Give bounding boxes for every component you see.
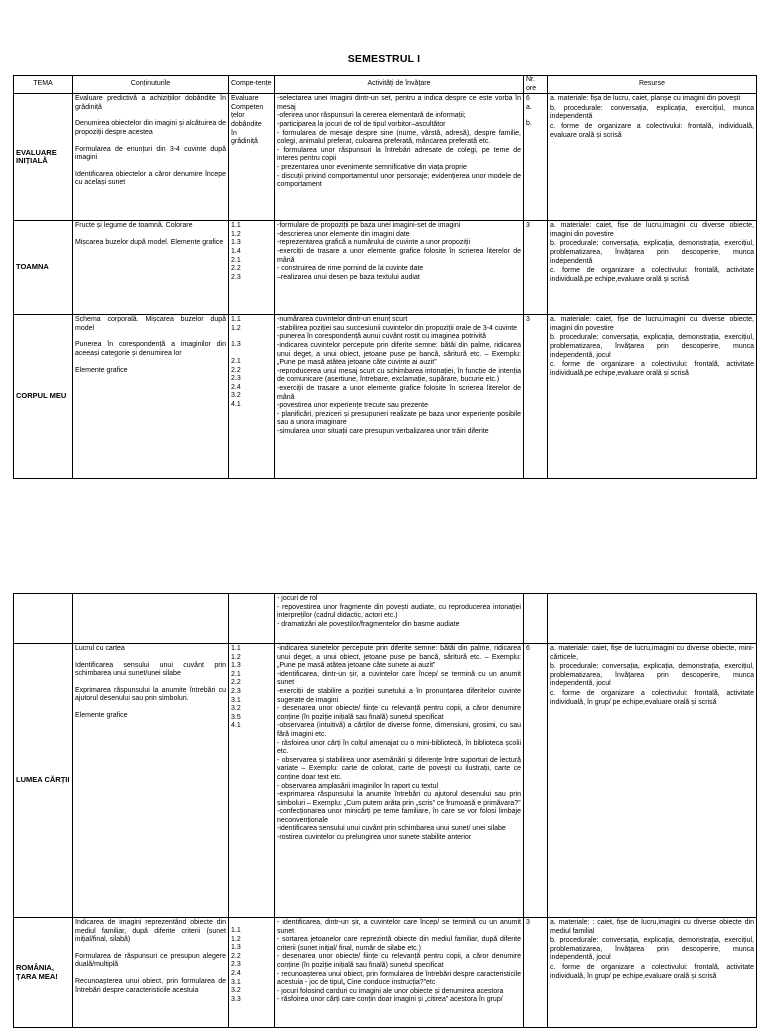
continut-line: Schema corporală. Mișcarea buzelor după model	[75, 316, 226, 332]
ore-line	[526, 112, 545, 120]
activitati-line: -reprezentarea grafică a numărului de cuvinte a unor propoziții	[277, 239, 470, 247]
resurse-cell	[548, 918, 757, 1028]
continut-line	[75, 654, 226, 662]
continut-line: Elemente grafice	[75, 366, 128, 374]
competente-line: 2.3	[231, 375, 241, 383]
competente-cell	[229, 644, 275, 918]
competente-line: țelor	[231, 112, 245, 120]
continut-line: Formularea de enunțuri din 3-4 cuvinte după imagini	[75, 145, 226, 162]
continut-line	[75, 679, 226, 687]
competente-line: 1.2	[231, 230, 241, 238]
activitati-line: - prezentarea unor evenimente semnificative din viața proprie	[277, 163, 467, 171]
resurse-line: b. procedurale: conversația, explicația, demonstrația, exercițiul, problematizarea, învățarea prin descoperire, munca independentă, jocul	[550, 663, 754, 688]
continut-line	[75, 333, 226, 341]
continut-line: Identificarea sensului unui cuvânt prin schimbarea unui sunet/unei silabe	[75, 661, 226, 678]
tema-cell	[14, 594, 73, 644]
activitati-line: -exerciții de trasare a unor elemente grafice folosite în scrierea literelor de mână	[277, 384, 521, 401]
header-tema: TEMA	[14, 76, 73, 94]
activitati-line: -identificarea sensului unui cuvânt prin schimbarea unui sunet/ unei silabe	[277, 825, 506, 833]
activitati-line: –realizarea unui desen pe baza textului audiat	[277, 273, 420, 281]
competente-line: 2.3	[231, 961, 241, 969]
activitati-cell	[275, 94, 524, 221]
competente-line: 3.2	[231, 705, 241, 713]
ore-cell	[524, 221, 548, 315]
activitati-line: -oferirea unor răspunsuri la cererea elementară de informații;	[277, 112, 466, 120]
resurse-line: c. forme de organizare a colectivului: frontală, activitate individuală, în grup/ pe echipe,evaluare orală și scrisă	[550, 689, 754, 706]
continut-line: Identificarea obiectelor a căror denumire începe cu același sunet	[75, 170, 226, 187]
competente-line: 1.3	[231, 239, 241, 247]
activitati-line: -exerciții de trasare a unor elemente grafice folosite în scrierea literelor de mână	[277, 247, 521, 264]
activitati-line: - observarea amplasării imaginilor în raport cu textul	[277, 782, 439, 790]
activitati-line: - observarea și stabilirea unor asemănări și diferențe între suporturi de lectură variate – Exemplu: carte de colorat, carte de povești cu ilustrații, carte ce conține doar text etc.	[277, 756, 521, 781]
table-row	[14, 918, 757, 1028]
competente-line: 2.2	[231, 952, 241, 960]
ore-cell	[524, 594, 548, 644]
continut-line	[75, 359, 226, 367]
tema-cell: ROMÂNIA, ȚARA MEA!	[14, 918, 73, 1028]
ore-cell	[524, 644, 548, 918]
table-row	[14, 315, 757, 479]
header-competente: Compe-tențe	[229, 76, 275, 94]
competente-line: 3.1	[231, 978, 241, 986]
resurse-line: a. materiale: caiet, fișe de lucru,imagini cu diverse obiecte, mini-cărticele,	[550, 645, 754, 661]
competente-line: 2.1	[231, 357, 241, 365]
ore-line: a.	[526, 103, 532, 111]
activitati-line: -observarea (intuitivă) a cărților de diverse forme, dimensiuni, grosimi, cu sau fără imagini etc.	[277, 722, 521, 738]
activitati-line: -numărarea cuvintelor dintr-un enunț scurt	[277, 316, 408, 324]
activitati-line: -simularea unor situații care presupun verbalizarea unor trăiri diferite	[277, 427, 489, 435]
resurse-line: b. procedurale: conversația, explicația, exercițiul, munca independentă	[550, 104, 754, 121]
ore-line: 6	[526, 95, 530, 103]
competente-line: 1.2	[231, 324, 241, 332]
ore-cell	[524, 918, 548, 1028]
competente-line: 2.3	[231, 687, 241, 695]
competente-line: 1.3	[231, 662, 241, 670]
activitati-line: -punerea în corespondență aunui cuvânt rostit cu imaginea potrivită	[277, 333, 486, 341]
activitati-line: - răsfoirea unor cărți în colțul amenajat cu o mini-bibliotecă, în biblioteca școlii etc.	[277, 739, 521, 756]
continut-line: Fructe și legume de toamnă. Colorare	[75, 222, 193, 230]
continut-line	[75, 970, 226, 978]
header-continuturi: Conținuturile	[73, 76, 229, 94]
header-activitati: Activități de învățare	[275, 76, 524, 94]
continut-line	[75, 704, 226, 712]
competente-cell	[229, 315, 275, 479]
continut-line: Formularea de răspunsuri ce presupun alegere duală/multiplă	[75, 952, 226, 969]
activitati-line: - sortarea jetoanelor care reprezintă obiecte din mediul familiar, după diferite criterii (sunet inițial/ final, număr de silabe etc.)	[277, 936, 521, 952]
activitati-line: -indicarea sunetelor percepute prin diferite semne: bătăi din palme, ridicarea unui deget, a unui obiect, jetoane puse pe bancă, săritură etc. – Exemplu: „Pune pe masă atâtea jetoane câte sunete ai auzit”	[277, 645, 521, 670]
competente-line: 1.4	[231, 247, 241, 255]
activitati-line: -formulare de propoziții pe baza unei imagini-set de imagini	[277, 222, 461, 230]
ore-line: 3	[526, 919, 530, 926]
activitati-cell	[275, 315, 524, 479]
resurse-line: a. materiale: : caiet, fișe de lucru,imagini cu diverse obiecte din mediul familial	[550, 919, 754, 935]
competente-line: grădiniță	[231, 138, 258, 146]
competente-cell	[229, 94, 275, 221]
competente-line: 3.3	[231, 995, 241, 1003]
competente-line: 2.2	[231, 679, 241, 687]
activitati-line: - desenarea unor obiecte/ ființe cu relevanță pentru copii, a căror denumire conține (în poziție inițială sau finală) sunetul specificat	[277, 953, 521, 969]
competente-line: 1.2	[231, 653, 241, 661]
competente-line: 2.2	[231, 366, 241, 374]
competente-line: dobândite	[231, 120, 262, 128]
resurse-line: a. materiale: caiet, fișe de lucru,imagini cu diverse obiecte, imagini din povestire	[550, 316, 754, 332]
competente-line	[231, 919, 272, 927]
activitati-line: -rostirea cuvintelor cu prelungirea unor sunete stabilite anterior	[277, 834, 472, 842]
continut-line	[75, 112, 226, 120]
activitati-line: - dramatizări ale poveștilor/fragmentelor din basme audiate	[277, 620, 460, 628]
competente-line: 2.1	[231, 670, 241, 678]
activitati-line: - jocuri folosind carduri cu imagini ale unor obiecte și denumirea acestora	[277, 987, 504, 995]
competente-line: 1.1	[231, 316, 241, 324]
competente-line: 3.2	[231, 392, 241, 400]
continut-line: Denumirea obiectelor din imagini și alcătuirea de propoziții despre acestea	[75, 120, 226, 136]
activitati-line: - desenarea unor obiecte/ ființe cu relevanță pentru copii, a căror denumire conține (în poziție inițială sau finală) sunetul specificat	[277, 705, 521, 721]
continut-cell	[73, 918, 229, 1028]
activitati-line: - identificarea, dintr-un șir, a cuvintelor care încep/ se termină cu un anumit sunet	[277, 919, 521, 935]
competente-line: 4.1	[231, 400, 241, 408]
competente-cell	[229, 594, 275, 644]
continut-line: Indicarea de imagini reprezentând obiecte din mediul familiar, după diferite criterii (sunet inițial/final, silabă)	[75, 919, 226, 944]
table-row	[14, 594, 757, 644]
competente-line: Evaluare	[231, 95, 259, 103]
resurse-line: a. materiale: fișa de lucru, caiet, planșe cu imagini din povești	[550, 95, 741, 103]
continut-cell	[73, 94, 229, 221]
activitati-line: -indicarea cuvintelor percepute prin diferite semne: bătăi din palme, ridicarea unui deget, a unui obiect, jetoane puse pe bancă, săritură etc. – Exemplu: „Pune pe masă atâtea jetoane câte cuvinte ai auzit”	[277, 341, 521, 367]
activitati-cell	[275, 644, 524, 918]
ore-line: b.	[526, 120, 532, 128]
activitati-cell	[275, 221, 524, 315]
continut-line: Exprimarea răspunsului la anumite întrebări cu ajutorul desenului sau prin simboluri.	[75, 686, 226, 703]
table-row	[14, 644, 757, 918]
table-header-row	[14, 76, 757, 94]
activitati-line: -confecționarea unor minicărți pe teme familiare, în care se vor folosi limbaje neconvenționale	[277, 808, 521, 824]
resurse-line: b. procedurale: conversația, explicația, demonstrația, exercițiul, problematizarea, învățarea prin descoperire, munca independentă	[550, 240, 754, 265]
tema-cell: CORPUL MEU	[14, 315, 73, 479]
activitati-line: -povestirea unor experiențe trecute sau prezente	[277, 402, 428, 410]
continut-line: Lucrul cu cartea	[75, 645, 125, 652]
resurse-cell	[548, 221, 757, 315]
curriculum-table-2	[13, 593, 757, 1028]
ore-line: 6	[526, 645, 530, 652]
continut-line: Recunoașterea unui obiect, prin formularea de întrebări despre caracteristicile acestuia	[75, 977, 226, 994]
activitati-line: - formularea de mesaje despre sine (nume, vârstă, adresă), despre familie, colegi, animalul preferat, culoarea preferată, mâncarea preferată etc.	[277, 129, 521, 146]
continut-line	[75, 163, 226, 171]
competente-line: 2.4	[231, 383, 241, 391]
competente-line: 1.1	[231, 222, 241, 230]
activitati-line: - planificări, preziceri și presupuneri realizate pe baza unor experiențe posibile sau a unora imaginare	[277, 410, 521, 427]
activitati-line: - construirea de rime pornind de la cuvinte date	[277, 265, 424, 273]
table-row	[14, 94, 757, 221]
competente-line: 3.5	[231, 713, 241, 721]
header-ore: Nr. ore	[524, 76, 548, 94]
competente-line: 3.1	[231, 696, 241, 704]
resurse-cell	[548, 94, 757, 221]
competente-line: 2.2	[231, 265, 241, 273]
page-title: SEMESTRUL I	[347, 53, 421, 65]
competente-cell	[229, 221, 275, 315]
competente-line: 3.2	[231, 987, 241, 995]
resurse-line: c. forme de organizare a colectivului: frontală, activitate individuală,pe echipe,evaluare orală și scrisă	[550, 267, 754, 283]
activitati-line: -reproducerea unui mesaj scurt cu schimbarea intonației, în funcție de intenția de comunicare (asertiune, întrebare, exclamație, supărare, bucurie etc.)	[277, 367, 521, 384]
ore-cell	[524, 94, 548, 221]
activitati-line: -exerciții de stabilire a poziției sunetului a în pronunțarea diferitelor cuvinte sugerate de imagini	[277, 687, 521, 704]
ore-line: 3	[526, 316, 530, 324]
activitati-line: -descrierea unor elemente din imagini date	[277, 230, 410, 238]
continut-cell	[73, 644, 229, 918]
table-row	[14, 221, 757, 315]
competente-cell	[229, 918, 275, 1028]
continut-cell	[73, 594, 229, 644]
competente-line: 1.3	[231, 341, 241, 349]
tema-cell: EVALUARE INIȚIALĂ	[14, 94, 73, 221]
activitati-line: - formularea unor răspunsuri la întrebări adresate de colegi, pe teme de interes pentru copii	[277, 146, 521, 163]
competente-line: 1.1	[231, 645, 241, 652]
activitati-cell	[275, 918, 524, 1028]
competente-line	[231, 350, 272, 358]
competente-line: 2.1	[231, 256, 241, 264]
competente-line: Competen	[231, 103, 264, 111]
continut-line	[75, 138, 226, 146]
header-resurse: Resurse	[548, 76, 757, 94]
activitati-line: -exprimarea răspunsului la anumite întrebări cu ajutorul desenului sau prin simboluri – Exemplu: „Cum putem arăta prin „scris” ce frumoasă e primăvara?”	[277, 791, 521, 807]
continut-line: Mișcarea buzelor după model. Elemente grafice	[75, 238, 224, 246]
competente-line: 2.4	[231, 969, 241, 977]
resurse-cell	[548, 644, 757, 918]
resurse-line: b. procedurale: conversația, explicația, demonstrația, exercițiul, problematizarea, învățarea prin descoperire, munca independentă, jocul	[550, 937, 754, 962]
activitati-line: - răsfoirea unor cărți care conțin doar imagini și „citirea” acestora în grup/	[277, 996, 503, 1004]
activitati-line: - jocuri de rol	[277, 595, 318, 602]
activitati-line: - repovestirea unor fragmente din povești audiate, cu reproducerea intonației interpreților (cadrul didactic, actori etc.)	[277, 603, 521, 620]
competente-line	[231, 333, 272, 341]
competente-line: în	[231, 129, 237, 137]
ore-line: 3	[526, 222, 530, 230]
resurse-line: b. procedurale: conversația, explicația, demonstrația, exercițiul, problematizarea, învățarea prin descoperire, munca independentă, jocul	[550, 334, 754, 359]
resurse-line: c. forme de organizare a colectivului: frontală, activitate individuală, în grup/ pe echipe,evaluare orală și scrisă	[550, 963, 754, 980]
ore-cell	[524, 315, 548, 479]
competente-line: 1.2	[231, 935, 241, 943]
activitati-line: - recunoașterea unui obiect, prin formularea de întrebări despre caracteristicile acestuia - joc de tipul„ Cine conduce instrucția?”etc	[277, 970, 521, 987]
resurse-line: c. forme de organizare a colectivului: frontală, activitate individuală,pe echipe,evaluare orală și scrisă	[550, 361, 754, 377]
competente-line: 1.3	[231, 944, 241, 952]
resurse-cell	[548, 594, 757, 644]
competente-line: 1.1	[231, 927, 241, 934]
continut-line: Punerea în corespondență a imaginilor din aceeași categorie și denumirea lor	[75, 341, 226, 357]
curriculum-table-1	[13, 75, 757, 479]
continut-line	[75, 945, 226, 953]
resurse-line: a. materiale: caiet, fișe de lucru,imagini cu diverse obiecte, imagini din povestire	[550, 222, 754, 238]
tema-cell: TOAMNA	[14, 221, 73, 315]
competente-line: 2.3	[231, 273, 241, 281]
activitati-cell	[275, 594, 524, 644]
activitati-line: -participarea la jocuri de rol de tipul vorbitor–ascultător	[277, 120, 446, 128]
continut-cell	[73, 221, 229, 315]
continut-line: Evaluare predictivă a achizițiilor dobândite în grădiniță	[75, 95, 226, 111]
activitati-line: -stabilirea poziției sau succesiunii cuvintelor din propoziții orale de 3-4 cuvinte	[277, 324, 518, 332]
activitati-line: -selectarea unei imagini dintr-un set, pentru a indica despre ce este vorba în mesaj	[277, 95, 521, 111]
resurse-cell	[548, 315, 757, 479]
tema-cell: LUMEA CĂRȚII	[14, 644, 73, 918]
continut-line: Elemente grafice	[75, 711, 128, 719]
competente-line: 4.1	[231, 722, 241, 730]
activitati-line: - discuții privind comportamentul unor personaje; evidențierea unor modele de comportament	[277, 172, 521, 189]
resurse-line: c. forme de organizare a colectivului: frontală, individuală, evaluare orală și scrisă	[550, 122, 754, 139]
continut-cell	[73, 315, 229, 479]
activitati-line: -identificarea, dintr-un șir, a cuvintelor care încep/ se termină cu un anumit sunet	[277, 670, 521, 687]
continut-line	[75, 231, 226, 239]
